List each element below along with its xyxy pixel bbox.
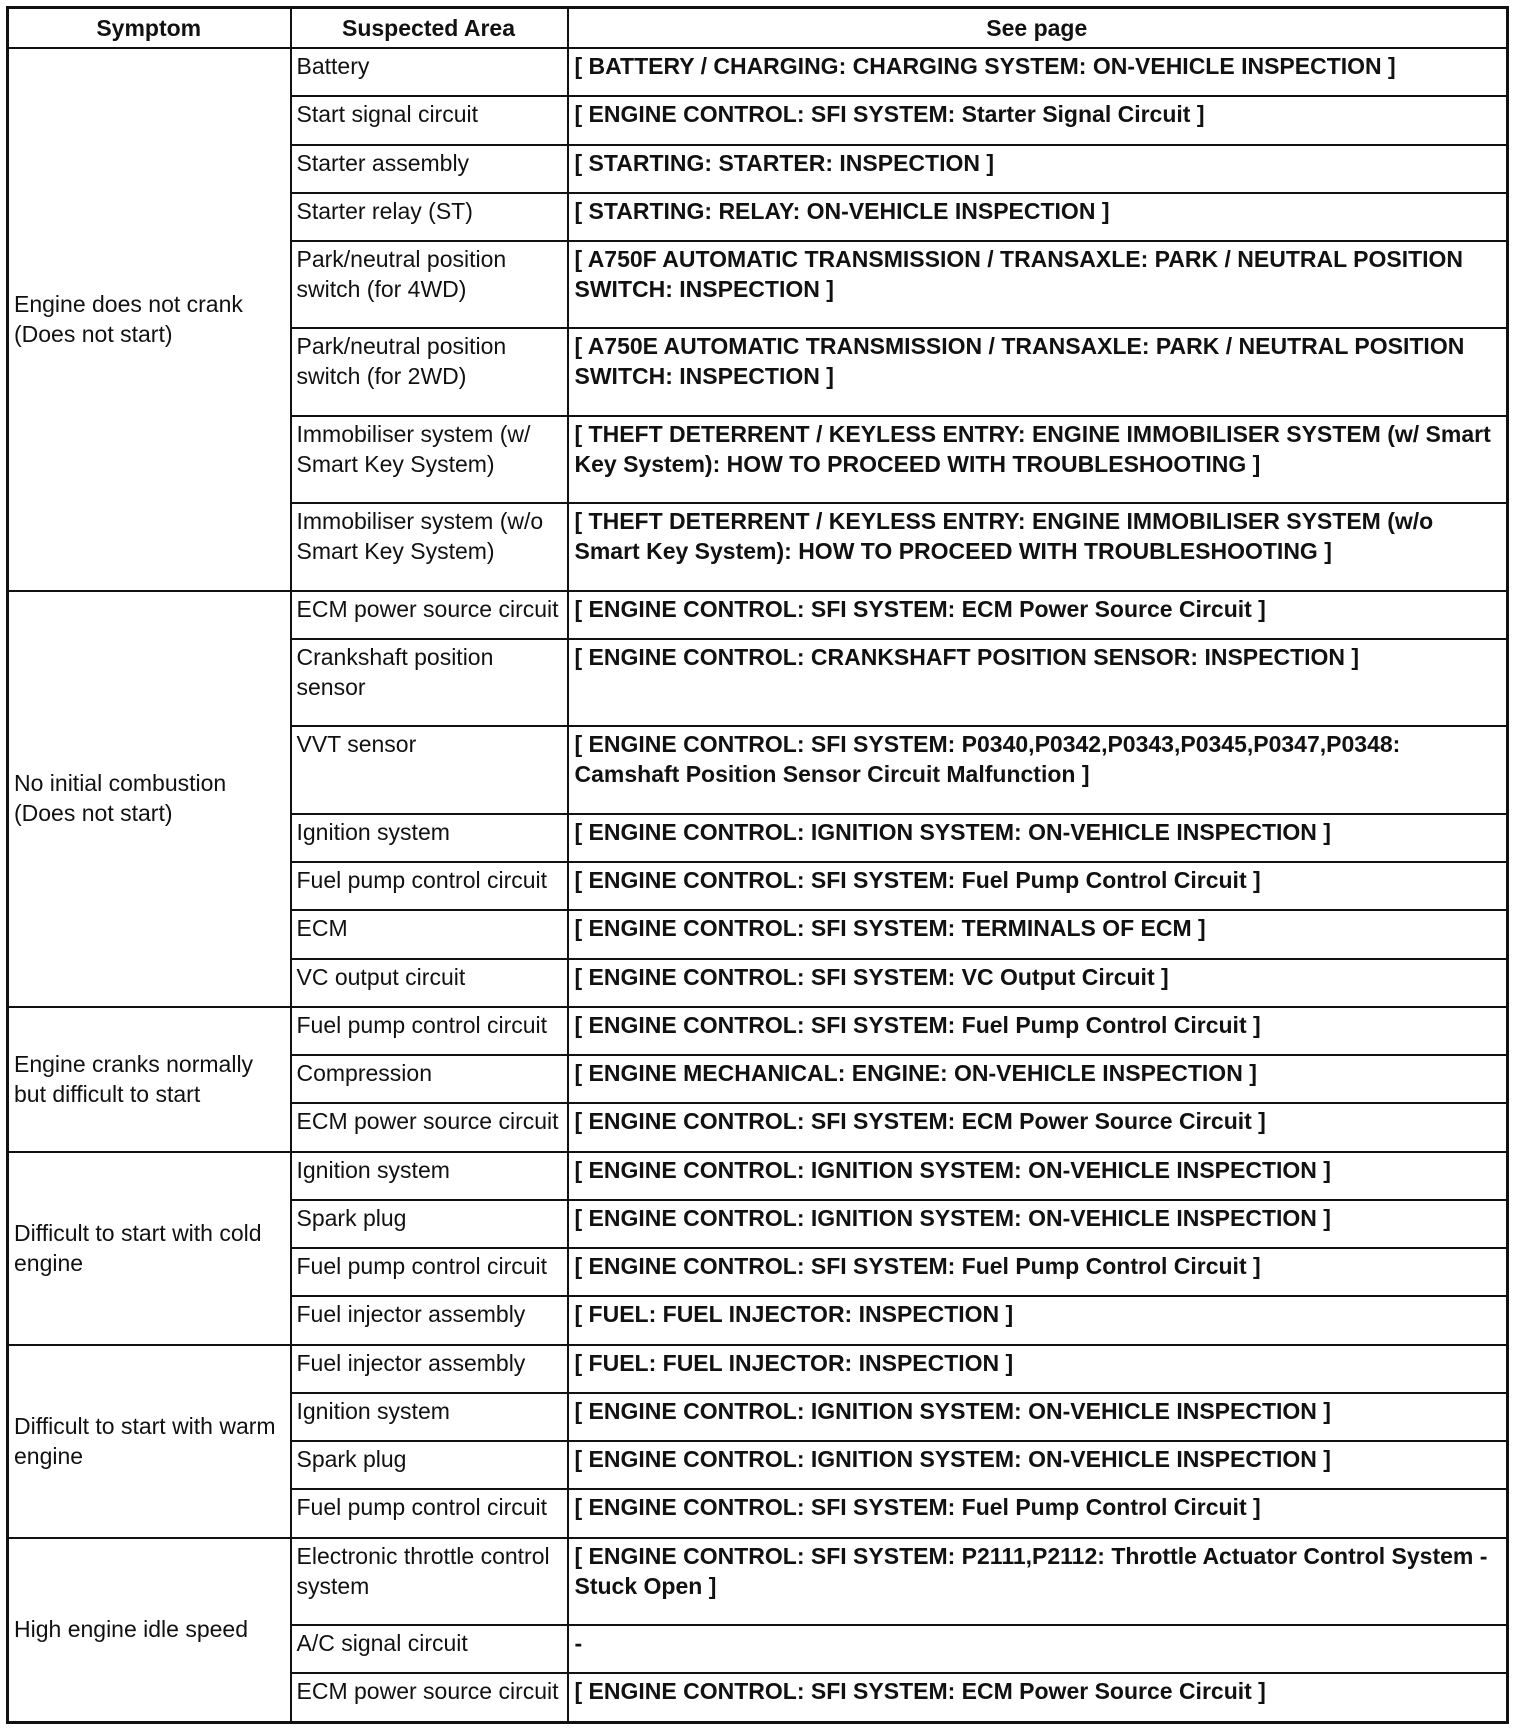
see-page-reference: [ ENGINE CONTROL: SFI SYSTEM: Starter Signal Circuit ] xyxy=(568,96,1508,144)
see-page-reference: [ BATTERY / CHARGING: CHARGING SYSTEM: ON-VEHICLE INSPECTION ] xyxy=(568,48,1508,96)
see-page-reference: [ ENGINE CONTROL: IGNITION SYSTEM: ON-VEHICLE INSPECTION ] xyxy=(568,814,1508,862)
see-page-reference: [ ENGINE CONTROL: SFI SYSTEM: Fuel Pump Control Circuit ] xyxy=(568,1489,1508,1537)
see-page-reference: [ STARTING: STARTER: INSPECTION ] xyxy=(568,145,1508,193)
symptom-cell: No initial combustion (Does not start) xyxy=(8,591,291,1007)
suspected-area-cell: Fuel pump control circuit xyxy=(291,862,568,910)
suspected-area-cell: VVT sensor xyxy=(291,726,568,813)
suspected-area-cell: Park/neutral position switch (for 2WD) xyxy=(291,328,568,415)
table-row xyxy=(8,1007,1508,1055)
table-body xyxy=(8,48,1508,1723)
suspected-area-cell: Park/neutral position switch (for 4WD) xyxy=(291,241,568,328)
suspected-area-cell: ECM xyxy=(291,910,568,958)
see-page-reference: [ FUEL: FUEL INJECTOR: INSPECTION ] xyxy=(568,1345,1508,1393)
table-row xyxy=(8,1345,1508,1393)
suspected-area-cell: Fuel pump control circuit xyxy=(291,1248,568,1296)
symptom-cell: Difficult to start with warm engine xyxy=(8,1345,291,1538)
suspected-area-cell: Spark plug xyxy=(291,1200,568,1248)
see-page-reference: [ ENGINE CONTROL: SFI SYSTEM: ECM Power Source Circuit ] xyxy=(568,1673,1508,1722)
suspected-area-cell: Fuel injector assembly xyxy=(291,1345,568,1393)
see-page-reference: [ THEFT DETERRENT / KEYLESS ENTRY: ENGINE IMMOBILISER SYSTEM (w/ Smart Key System): HOW TO PROCEED WITH TROUBLESHOOTING ] xyxy=(568,416,1508,503)
see-page-reference: [ STARTING: RELAY: ON-VEHICLE INSPECTION ] xyxy=(568,193,1508,241)
suspected-area-cell: Electronic throttle control system xyxy=(291,1538,568,1625)
suspected-area-cell: Compression xyxy=(291,1055,568,1103)
table-row xyxy=(8,591,1508,639)
header-suspected-area: Suspected Area xyxy=(291,8,568,49)
suspected-area-cell: Immobiliser system (w/ Smart Key System) xyxy=(291,416,568,503)
see-page-reference: [ THEFT DETERRENT / KEYLESS ENTRY: ENGINE IMMOBILISER SYSTEM (w/o Smart Key System): HOW TO PROCEED WITH TROUBLESHOOTING ] xyxy=(568,503,1508,590)
header-see-page: See page xyxy=(568,8,1508,49)
suspected-area-cell: Ignition system xyxy=(291,1152,568,1200)
see-page-reference: [ ENGINE CONTROL: CRANKSHAFT POSITION SENSOR: INSPECTION ] xyxy=(568,639,1508,726)
suspected-area-cell: Immobiliser system (w/o Smart Key System) xyxy=(291,503,568,590)
see-page-reference: [ ENGINE CONTROL: SFI SYSTEM: TERMINALS OF ECM ] xyxy=(568,910,1508,958)
header-symptom: Symptom xyxy=(8,8,291,49)
symptom-cell: Difficult to start with cold engine xyxy=(8,1152,291,1345)
see-page-reference: [ ENGINE CONTROL: IGNITION SYSTEM: ON-VEHICLE INSPECTION ] xyxy=(568,1152,1508,1200)
see-page-reference: [ ENGINE CONTROL: SFI SYSTEM: Fuel Pump Control Circuit ] xyxy=(568,1248,1508,1296)
see-page-reference: [ ENGINE CONTROL: SFI SYSTEM: P0340,P0342,P0343,P0345,P0347,P0348: Camshaft Position Sensor Circuit Malfunction ] xyxy=(568,726,1508,813)
table-row xyxy=(8,1538,1508,1625)
symptom-cell: High engine idle speed xyxy=(8,1538,291,1723)
see-page-reference: [ A750E AUTOMATIC TRANSMISSION / TRANSAXLE: PARK / NEUTRAL POSITION SWITCH: INSPECTION ] xyxy=(568,328,1508,415)
suspected-area-cell: Ignition system xyxy=(291,814,568,862)
symptom-cell: Engine cranks normally but difficult to start xyxy=(8,1007,291,1152)
table-row xyxy=(8,1152,1508,1200)
table-header-row xyxy=(8,8,1508,49)
see-page-reference: [ A750F AUTOMATIC TRANSMISSION / TRANSAXLE: PARK / NEUTRAL POSITION SWITCH: INSPECTION ] xyxy=(568,241,1508,328)
see-page-reference: [ ENGINE CONTROL: SFI SYSTEM: Fuel Pump Control Circuit ] xyxy=(568,862,1508,910)
troubleshooting-table xyxy=(6,6,1509,1724)
suspected-area-cell: Spark plug xyxy=(291,1441,568,1489)
see-page-reference: [ ENGINE CONTROL: IGNITION SYSTEM: ON-VEHICLE INSPECTION ] xyxy=(568,1200,1508,1248)
see-page-reference: [ ENGINE CONTROL: IGNITION SYSTEM: ON-VEHICLE INSPECTION ] xyxy=(568,1441,1508,1489)
suspected-area-cell: Starter relay (ST) xyxy=(291,193,568,241)
suspected-area-cell: Ignition system xyxy=(291,1393,568,1441)
see-page-reference: - xyxy=(568,1625,1508,1673)
suspected-area-cell: Battery xyxy=(291,48,568,96)
see-page-reference: [ ENGINE CONTROL: SFI SYSTEM: P2111,P2112: Throttle Actuator Control System - Stuck Open ] xyxy=(568,1538,1508,1625)
table-row xyxy=(8,48,1508,96)
suspected-area-cell: Fuel injector assembly xyxy=(291,1296,568,1344)
symptom-cell: Engine does not crank (Does not start) xyxy=(8,48,291,591)
see-page-reference: [ FUEL: FUEL INJECTOR: INSPECTION ] xyxy=(568,1296,1508,1344)
suspected-area-cell: ECM power source circuit xyxy=(291,1103,568,1151)
see-page-reference: [ ENGINE CONTROL: IGNITION SYSTEM: ON-VEHICLE INSPECTION ] xyxy=(568,1393,1508,1441)
suspected-area-cell: A/C signal circuit xyxy=(291,1625,568,1673)
suspected-area-cell: ECM power source circuit xyxy=(291,1673,568,1722)
see-page-reference: [ ENGINE MECHANICAL: ENGINE: ON-VEHICLE INSPECTION ] xyxy=(568,1055,1508,1103)
suspected-area-cell: ECM power source circuit xyxy=(291,591,568,639)
see-page-reference: [ ENGINE CONTROL: SFI SYSTEM: VC Output Circuit ] xyxy=(568,959,1508,1007)
see-page-reference: [ ENGINE CONTROL: SFI SYSTEM: ECM Power Source Circuit ] xyxy=(568,1103,1508,1151)
suspected-area-cell: Fuel pump control circuit xyxy=(291,1007,568,1055)
suspected-area-cell: Fuel pump control circuit xyxy=(291,1489,568,1537)
suspected-area-cell: VC output circuit xyxy=(291,959,568,1007)
suspected-area-cell: Start signal circuit xyxy=(291,96,568,144)
suspected-area-cell: Starter assembly xyxy=(291,145,568,193)
suspected-area-cell: Crankshaft position sensor xyxy=(291,639,568,726)
see-page-reference: [ ENGINE CONTROL: SFI SYSTEM: Fuel Pump Control Circuit ] xyxy=(568,1007,1508,1055)
see-page-reference: [ ENGINE CONTROL: SFI SYSTEM: ECM Power Source Circuit ] xyxy=(568,591,1508,639)
